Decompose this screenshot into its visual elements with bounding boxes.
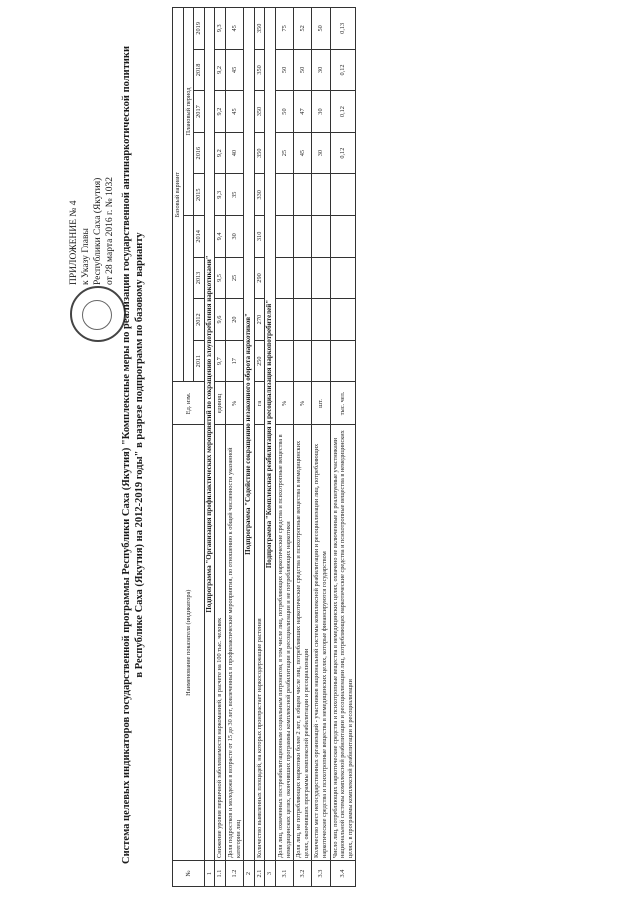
indicator-value: 9,7 [215, 340, 226, 382]
indicator-value [275, 340, 293, 382]
indicator-value [294, 340, 312, 382]
header-unit: Ед. изм. [173, 382, 205, 425]
table-row [275, 8, 293, 887]
row-number: 2.1 [254, 861, 265, 887]
header-year: 2014 [194, 216, 205, 258]
indicator-value: 9,6 [215, 299, 226, 341]
appendix-line: Республики Саха (Якутия) [93, 177, 103, 285]
header-year: 2017 [194, 91, 205, 133]
header-year: 2018 [194, 49, 205, 91]
indicator-value: 270 [254, 299, 265, 341]
indicator-value: 0,12 [330, 49, 356, 91]
row-number: 1.1 [215, 861, 226, 887]
indicator-value [294, 216, 312, 258]
indicator-value: 50 [294, 49, 312, 91]
indicator-name: Доля лиц, не потребляющих наркотики более 2 лет, в общем числе лиц, потреблявших наркотические средства и психотропные вещества в немедицинских целях, окончивших программы комплексной реабилитации и ресоциализации [294, 425, 312, 861]
indicator-value: 17 [225, 340, 243, 382]
table-row [330, 8, 356, 887]
indicator-unit: % [294, 382, 312, 425]
table-body [204, 8, 356, 887]
indicator-value: 0,12 [330, 91, 356, 133]
indicator-unit: единиц [215, 382, 226, 425]
section-title: Подпрограмма "Организация профилактических мероприятий по сокращению злоупотребления наркотиками" [204, 8, 215, 861]
indicator-value: 290 [254, 257, 265, 299]
indicator-value [275, 174, 293, 216]
indicator-name: Количество мест негосударственных организаций - участников национальной системы комплексной реабилитации и ресоциализации лиц, потребляющих наркотические средства и психотропные вещества в немедицинских целях, которые финансируются государством [312, 425, 330, 861]
table-row [254, 8, 265, 887]
indicator-value [294, 299, 312, 341]
table-row [294, 8, 312, 887]
indicator-value: 330 [254, 174, 265, 216]
indicator-value [312, 299, 330, 341]
indicator-value: 350 [254, 49, 265, 91]
indicator-value: 52 [294, 8, 312, 50]
indicator-value: 0,13 [330, 8, 356, 50]
indicator-value: 45 [225, 91, 243, 133]
indicator-value: 250 [254, 340, 265, 382]
indicator-value [294, 174, 312, 216]
indicator-value: 30 [312, 91, 330, 133]
row-number: 1 [204, 861, 215, 887]
header-no: № [173, 861, 205, 887]
indicator-value: 9,4 [215, 216, 226, 258]
indicator-value: 9,2 [215, 91, 226, 133]
indicator-value: 350 [254, 8, 265, 50]
indicator-value [330, 340, 356, 382]
indicator-value: 40 [225, 132, 243, 174]
indicator-value [275, 299, 293, 341]
indicator-unit: % [225, 382, 243, 425]
indicator-value [330, 257, 356, 299]
indicator-name: Доля подростков и молодежи в возрасте от 15 до 30 лет, вовлеченных в профилактические мероприятия, по отношению к общей численности указанной категории лиц [225, 425, 243, 861]
indicator-value: 50 [312, 8, 330, 50]
indicator-name: Количество выявленных площадей, на которых произрастает наркосодержащие растения [254, 425, 265, 861]
appendix-block [68, 177, 116, 285]
indicator-value: 9,2 [215, 49, 226, 91]
header-empty [183, 216, 194, 382]
indicator-name: Снижение уровня первичной заболеваемости наркоманией, в расчете на 100 тыс. человек [215, 425, 226, 861]
section-row [265, 8, 276, 887]
indicator-value: 30 [312, 132, 330, 174]
section-row [204, 8, 215, 887]
indicator-value [275, 216, 293, 258]
indicator-value: 30 [225, 216, 243, 258]
header-planned: Плановый период [183, 8, 194, 216]
row-number: 3 [265, 861, 276, 887]
row-number: 1.2 [225, 861, 243, 887]
indicator-value: 75 [275, 8, 293, 50]
header-year: 2019 [194, 8, 205, 50]
indicator-value: 9,3 [215, 174, 226, 216]
header-name: Наименование показателя (индикатора) [173, 425, 205, 861]
indicator-value: 0,12 [330, 132, 356, 174]
appendix-line: от 28 марта 2016 г. № 1032 [105, 176, 115, 285]
table-row [215, 8, 226, 887]
indicator-value: 9,2 [215, 132, 226, 174]
indicator-value [312, 174, 330, 216]
appendix-line: ПРИЛОЖЕНИЕ № 4 [69, 200, 79, 285]
row-number: 3.2 [294, 861, 312, 887]
indicator-value: 9,3 [215, 8, 226, 50]
indicators-table [172, 7, 356, 887]
row-number: 3.3 [312, 861, 330, 887]
indicator-value: 50 [275, 49, 293, 91]
header-base: Базовый вариант [173, 8, 184, 383]
indicator-value: 350 [254, 91, 265, 133]
indicator-value: 20 [225, 299, 243, 341]
indicator-value: 50 [275, 91, 293, 133]
indicator-value [330, 216, 356, 258]
indicator-unit: шт. [312, 382, 330, 425]
indicator-value: 9,5 [215, 257, 226, 299]
row-number: 2 [244, 861, 255, 887]
indicator-value [312, 257, 330, 299]
indicator-value: 350 [254, 132, 265, 174]
indicator-value: 47 [294, 91, 312, 133]
row-number: 3.1 [275, 861, 293, 887]
indicator-value [294, 257, 312, 299]
header-year: 2011 [194, 340, 205, 382]
indicator-value [312, 340, 330, 382]
indicator-value [275, 257, 293, 299]
document-title: Система целевых индикаторов государственной программы Республики Саха (Якутия) "Комплексные меры по реализации государственной антинаркотической политики в Республике Саха (Якутия) на 2012-2019 годы" в разрезе подпрограмм по базовому варианту [121, 45, 145, 865]
indicator-value: 45 [225, 49, 243, 91]
indicator-value [330, 299, 356, 341]
section-title: Подпрограмма "Содействие сокращению незаконного оборота наркотиков" [244, 8, 255, 861]
row-number: 3.4 [330, 861, 356, 887]
indicator-unit: % [275, 382, 293, 425]
section-row [244, 8, 255, 887]
indicator-value: 30 [312, 49, 330, 91]
indicator-value: 45 [225, 8, 243, 50]
indicator-value: 45 [294, 132, 312, 174]
official-seal-icon [70, 286, 126, 342]
indicator-name: Доля лиц, охваченных постреабилитационным социальным патронатом, в том числе лиц, потребляющих наркотические средства и психотропные вещества в немедицинских целях, окончивших программы комплексной реабилитации и ресоциализации и не потребляющих наркотики [275, 425, 293, 861]
indicator-unit: га [254, 382, 265, 425]
table-row [312, 8, 330, 887]
indicator-value [312, 216, 330, 258]
appendix-line: к Указу Главы [81, 228, 91, 285]
header-year: 2015 [194, 174, 205, 216]
section-title: Подпрограмма "Комплексная реабилитация и ресоциализация наркопотребителей" [265, 8, 276, 861]
indicator-value [330, 174, 356, 216]
indicator-value: 25 [275, 132, 293, 174]
indicator-value: 310 [254, 216, 265, 258]
indicator-unit: тыс. чел. [330, 382, 356, 425]
indicator-value: 25 [225, 257, 243, 299]
header-year: 2012 [194, 299, 205, 341]
header-year: 2013 [194, 257, 205, 299]
table-row [225, 8, 243, 887]
indicator-name: Число лиц, потребляющих наркотические средства и психотропные вещества в немедицинских целях, охвачено не включенные в реализуемые участниками национальной системы комплексной реабилитации и ресоциализации лиц, потребляющих наркотические средства и психотропные вещества в немедицинских целях, в программы комплексной реабилитации и ресоциализации [330, 425, 356, 861]
indicator-value: 35 [225, 174, 243, 216]
header-year: 2016 [194, 132, 205, 174]
